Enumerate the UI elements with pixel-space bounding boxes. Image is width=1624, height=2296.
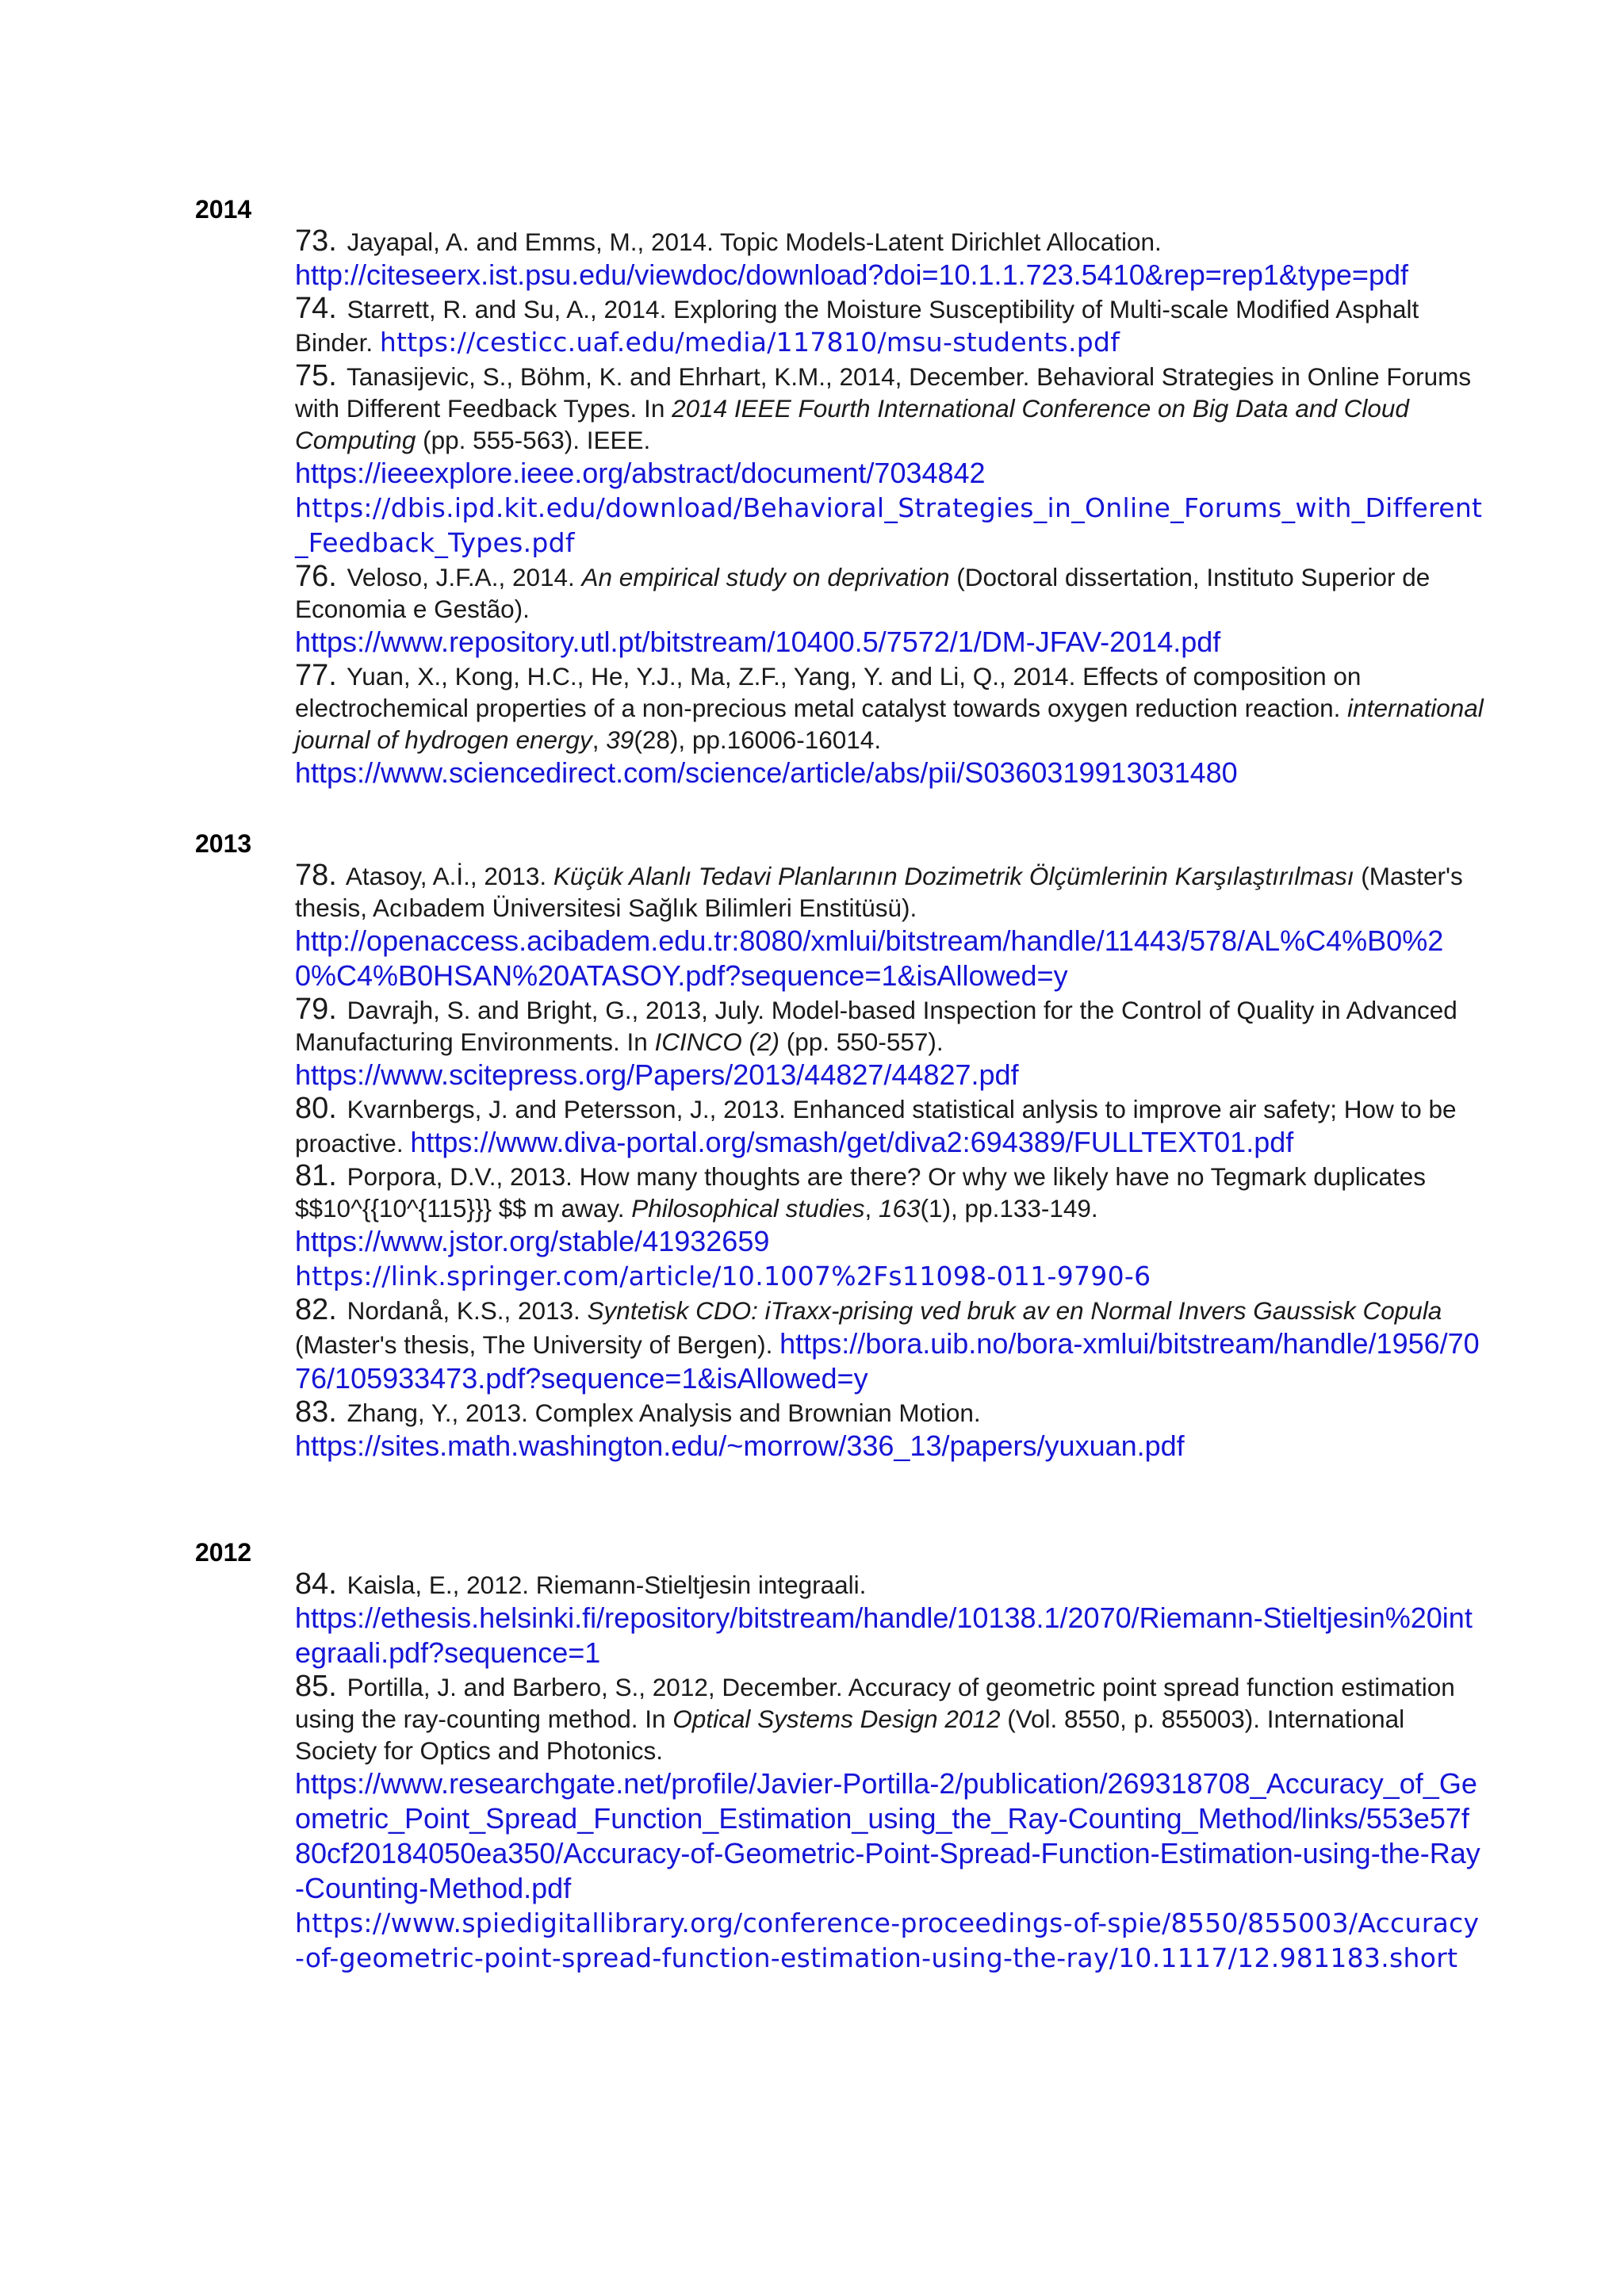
reference-83: [295, 1396, 1484, 1464]
reference-number: 81.: [295, 1159, 337, 1192]
reference-text: (pp. 555-563). IEEE.: [416, 426, 651, 454]
reference-85: [295, 1670, 1484, 1976]
reference-text: Davrajh, S. and Bright, G., 2013, July. Model-based Inspection for the Control of Quality in Advanced Manufacturing Environments. In: [295, 996, 1457, 1056]
reference-venue: Optical Systems Design 2012: [672, 1705, 1001, 1733]
reference-80: [295, 1093, 1484, 1160]
reference-text: (Master's thesis, The University of Bergen).: [295, 1330, 780, 1359]
reference-82: [295, 1294, 1484, 1396]
reference-link[interactable]: https://www.jstor.org/stable/41932659: [295, 1225, 770, 1257]
reference-link[interactable]: https://bora.uib.no/bora-xmlui/bitstream/handle/1956/7076/105933473.pdf?sequence=1&isAllowed=y: [295, 1327, 1480, 1395]
reference-text: ,: [592, 725, 607, 754]
reference-text: (1), pp.133-149.: [920, 1194, 1098, 1223]
reference-title: An empirical study on deprivation: [581, 563, 950, 591]
year-heading-2012: 2012: [195, 1538, 252, 1567]
reference-link[interactable]: https://sites.math.washington.edu/~morrow/336_13/papers/yuxuan.pdf: [295, 1429, 1185, 1462]
reference-text: (Vol. 8550, p. 855003). International Society for Optics and Photonics.: [295, 1705, 1405, 1765]
reference-number: 73.: [295, 224, 337, 258]
reference-number: 84.: [295, 1567, 337, 1601]
reference-list-2014: [295, 225, 1484, 790]
reference-title: Syntetisk CDO: iTraxx-prising ved bruk av en Normal Invers Gaussisk Copula: [587, 1296, 1442, 1325]
reference-text: (pp. 550-557).: [779, 1027, 944, 1056]
reference-text: (Doctoral dissertation, Instituto Superior de Economia e Gestão).: [295, 563, 1431, 623]
reference-link[interactable]: https://ethesis.helsinki.fi/repository/bitstream/handle/10138.1/2070/Riemann-Stieltjesin%20integraali.pdf?sequence=1: [295, 1601, 1473, 1669]
reference-text: Atasoy, A.İ., 2013.: [345, 862, 553, 890]
reference-text: Nordanå, K.S., 2013.: [347, 1296, 588, 1325]
reference-number: 75.: [295, 359, 337, 392]
reference-number: 83.: [295, 1395, 337, 1429]
year-heading-2013: 2013: [195, 829, 252, 858]
reference-78: [295, 859, 1484, 993]
reference-text: (28), pp.16006-16014.: [634, 725, 882, 754]
reference-81: [295, 1160, 1484, 1294]
reference-link[interactable]: http://citeseerx.ist.psu.edu/viewdoc/download?doi=10.1.1.723.5410&rep=rep1&type=pdf: [295, 258, 1408, 291]
reference-text: Veloso, J.F.A., 2014.: [347, 563, 582, 591]
year-heading-2014: 2014: [195, 195, 252, 224]
reference-number: 82.: [295, 1293, 337, 1326]
reference-text: Starrett, R. and Su, A., 2014. Exploring the Moisture Susceptibility of Multi-scale Modified Asphalt Binder.: [295, 295, 1419, 357]
reference-text: Portilla, J. and Barbero, S., 2012, December. Accuracy of geometric point spread function estimation using the ray-counting method. In: [295, 1673, 1455, 1733]
reference-text: (Master's thesis, Acıbadem Üniversitesi Sağlık Bilimleri Enstitüsü).: [295, 862, 1463, 922]
reference-73: [295, 225, 1484, 293]
reference-link[interactable]: https://www.diva-portal.org/smash/get/diva2:694389/FULLTEXT01.pdf: [410, 1126, 1294, 1158]
reference-text: ,: [864, 1194, 879, 1223]
reference-link[interactable]: https://link.springer.com/article/10.1007%2Fs11098-011-9790-6: [295, 1261, 1151, 1292]
reference-75: [295, 360, 1484, 561]
reference-text: Tanasijevic, S., Böhm, K. and Ehrhart, K.M., 2014, December. Behavioral Strategies in Online Forums with Different Feedback Types. In: [295, 362, 1472, 423]
reference-text: Zhang, Y., 2013. Complex Analysis and Brownian Motion.: [347, 1399, 981, 1427]
reference-link[interactable]: https://www.sciencedirect.com/science/article/abs/pii/S0360319913031480: [295, 756, 1238, 789]
reference-link[interactable]: https://dbis.ipd.kit.edu/download/Behavioral_Strategies_in_Online_Forums_with_Different_Feedback_Types.pdf: [295, 492, 1483, 558]
reference-venue: ICINCO (2): [654, 1027, 779, 1056]
reference-text: Kvarnbergs, J. and Petersson, J., 2013. Enhanced statistical anlysis to improve air safety; How to be proactive.: [295, 1095, 1457, 1158]
reference-journal: Philosophical studies: [631, 1194, 865, 1223]
reference-number: 80.: [295, 1092, 337, 1125]
reference-84: [295, 1568, 1484, 1670]
reference-77: [295, 660, 1484, 790]
reference-link[interactable]: https://www.researchgate.net/profile/Javier-Portilla-2/publication/269318708_Accuracy_of_Geometric_Point_Spread_Function_Estimation_using_the_Ray-Counting_Method/links/553e57f80cf20184050ea350/Accuracy-of-Geometric-Point-Spread-Function-Estimation-using-the-Ray-Counting-Method.pdf: [295, 1767, 1480, 1904]
reference-venue: 2014 IEEE Fourth International Conference on Big Data and Cloud Computing: [295, 394, 1409, 454]
reference-number: 74.: [295, 292, 337, 325]
reference-79: [295, 993, 1484, 1093]
reference-link[interactable]: https://www.spiedigitallibrary.org/conference-proceedings-of-spie/8550/855003/Accuracy-of-geometric-point-spread-function-estimation-using-the-ray/10.1117/12.981183.short: [295, 1908, 1480, 1973]
reference-text: Yuan, X., Kong, H.C., He, Y.J., Ma, Z.F., Yang, Y. and Li, Q., 2014. Effects of composition on electrochemical properties of a non-precious metal catalyst towards oxygen reduction reaction.: [295, 662, 1362, 722]
reference-76: [295, 561, 1484, 660]
reference-journal: international journal of hydrogen energy: [295, 694, 1484, 754]
reference-text: Kaisla, E., 2012. Riemann-Stieltjesin integraali.: [347, 1571, 867, 1599]
reference-title: Küçük Alanlı Tedavi Planlarının Dozimetrik Ölçümlerinin Karşılaştırılması: [553, 862, 1354, 890]
reference-number: 79.: [295, 993, 337, 1026]
reference-text: Porpora, D.V., 2013. How many thoughts are there? Or why we likely have no Tegmark duplicates $$10^{{10^{115}}} $$ m away.: [295, 1162, 1427, 1223]
reference-link[interactable]: https://www.repository.utl.pt/bitstream/10400.5/7572/1/DM-JFAV-2014.pdf: [295, 626, 1221, 658]
reference-link[interactable]: https://cesticc.uaf.edu/media/117810/msu-students.pdf: [379, 327, 1120, 358]
reference-number: 85.: [295, 1670, 337, 1703]
reference-number: 77.: [295, 659, 337, 692]
reference-list-2012: [295, 1568, 1484, 1976]
reference-volume: 39: [606, 725, 634, 754]
reference-number: 78.: [295, 859, 337, 892]
reference-74: [295, 293, 1484, 360]
reference-number: 76.: [295, 560, 337, 593]
reference-text: Jayapal, A. and Emms, M., 2014. Topic Models-Latent Dirichlet Allocation.: [347, 228, 1162, 256]
reference-volume: 163: [878, 1194, 921, 1223]
reference-link[interactable]: https://ieeexplore.ieee.org/abstract/document/7034842: [295, 457, 986, 489]
reference-list-2013: [295, 859, 1484, 1464]
reference-link[interactable]: http://openaccess.acibadem.edu.tr:8080/xmlui/bitstream/handle/11443/578/AL%C4%B0%20%C4%B0HSAN%20ATASOY.pdf?sequence=1&isAllowed=y: [295, 924, 1444, 992]
reference-link[interactable]: https://www.scitepress.org/Papers/2013/44827/44827.pdf: [295, 1058, 1019, 1091]
